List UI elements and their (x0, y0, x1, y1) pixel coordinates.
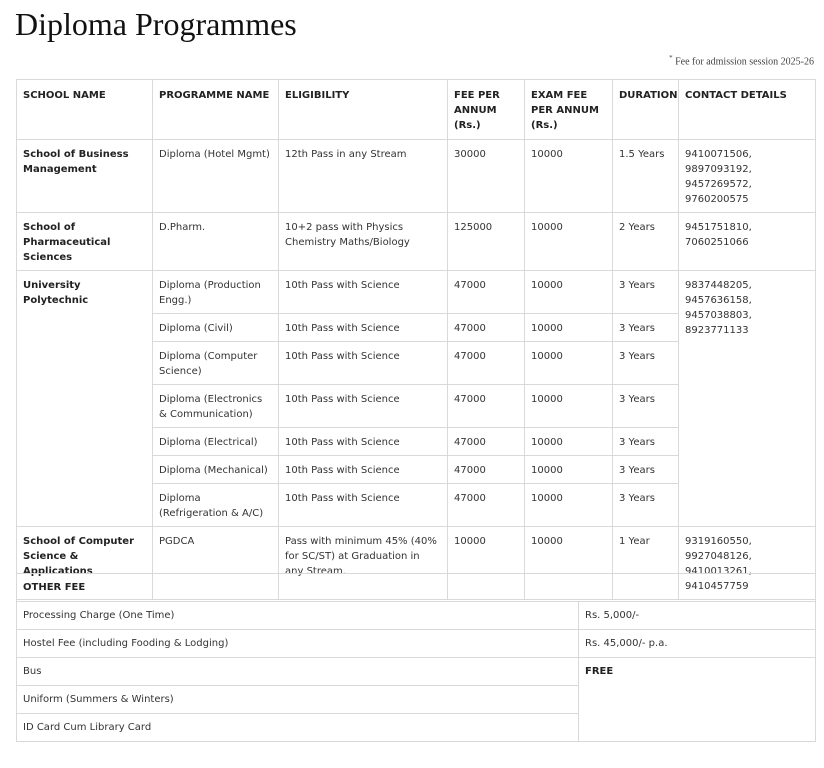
table-header-row (17, 80, 816, 140)
table-row (17, 213, 816, 271)
fee-per-annum: 47000 (448, 271, 525, 314)
duration: 3 Years (613, 385, 679, 428)
fee-item-label: Bus (17, 658, 579, 686)
eligibility: 10th Pass with Science (279, 484, 448, 527)
exam-fee: 10000 (525, 342, 613, 385)
exam-fee: 10000 (525, 385, 613, 428)
exam-fee: 10000 (525, 314, 613, 342)
fee-per-annum: 47000 (448, 314, 525, 342)
fee-note-text: Fee for admission session 2025-26 (675, 56, 814, 68)
fee-item-label: ID Card Cum Library Card (17, 714, 579, 742)
duration: 3 Years (613, 428, 679, 456)
contact-details: 9319160550, 9927048126, 9410013261, 9410457759 (679, 527, 816, 600)
eligibility: 10th Pass with Science (279, 385, 448, 428)
exam-fee: 10000 (525, 271, 613, 314)
exam-fee: 10000 (525, 428, 613, 456)
eligibility: 10th Pass with Science (279, 428, 448, 456)
duration: 3 Years (613, 342, 679, 385)
table-row (17, 658, 816, 686)
column-header-exam-fee: EXAM FEE PER ANNUM (Rs.) (525, 80, 613, 140)
duration: 1 Year (613, 527, 679, 600)
fee-item-value: FREE (579, 658, 816, 742)
programme-name: PGDCA (153, 527, 279, 600)
column-header-duration: DURATION (613, 80, 679, 140)
duration: 3 Years (613, 456, 679, 484)
programme-name: Diploma (Computer Science) (153, 342, 279, 385)
contact-details: 9410071506, 9897093192, 9457269572, 9760200575 (679, 140, 816, 213)
fee-per-annum: 47000 (448, 428, 525, 456)
programme-name: Diploma (Electronics & Communication) (153, 385, 279, 428)
fee-per-annum: 47000 (448, 385, 525, 428)
eligibility: Pass with minimum 45% (40% for SC/ST) at Graduation in any Stream. (279, 527, 448, 600)
eligibility: 10th Pass with Science (279, 314, 448, 342)
exam-fee: 10000 (525, 140, 613, 213)
column-header-eligibility: ELIGIBILITY (279, 80, 448, 140)
fee-per-annum: 10000 (448, 527, 525, 600)
fee-item-label: Uniform (Summers & Winters) (17, 686, 579, 714)
column-header-programme: PROGRAMME NAME (153, 80, 279, 140)
fee-note-asterisk: * (669, 54, 673, 62)
other-fee-header-row (17, 574, 816, 602)
eligibility: 10+2 pass with Physics Chemistry Maths/Biology (279, 213, 448, 271)
fee-per-annum: 47000 (448, 484, 525, 527)
other-fee-table (16, 573, 816, 742)
school-name: School of Computer Science & Applications (17, 527, 153, 600)
exam-fee: 10000 (525, 527, 613, 600)
exam-fee: 10000 (525, 484, 613, 527)
programme-name: Diploma (Production Engg.) (153, 271, 279, 314)
school-name: University Polytechnic (17, 271, 153, 527)
fee-item-value: Rs. 45,000/- p.a. (579, 630, 816, 658)
eligibility: 10th Pass with Science (279, 271, 448, 314)
contact-details: 9837448205, 9457636158, 9457038803, 8923771133 (679, 271, 816, 527)
duration: 3 Years (613, 314, 679, 342)
programme-name: Diploma (Mechanical) (153, 456, 279, 484)
column-header-contact: CONTACT DETAILS (679, 80, 816, 140)
table-row (17, 602, 816, 630)
duration: 1.5 Years (613, 140, 679, 213)
fee-per-annum: 30000 (448, 140, 525, 213)
column-header-fee: FEE PER ANNUM (Rs.) (448, 80, 525, 140)
fee-per-annum: 47000 (448, 342, 525, 385)
fee-item-value: Rs. 5,000/- (579, 602, 816, 630)
page-title: Diploma Programmes (15, 6, 297, 42)
school-name: School of Business Management (17, 140, 153, 213)
table-row (17, 630, 816, 658)
programme-name: D.Pharm. (153, 213, 279, 271)
table-row (17, 271, 816, 314)
fee-per-annum: 47000 (448, 456, 525, 484)
exam-fee: 10000 (525, 213, 613, 271)
programme-name: Diploma (Civil) (153, 314, 279, 342)
programme-name: Diploma (Electrical) (153, 428, 279, 456)
fee-item-label: Processing Charge (One Time) (17, 602, 579, 630)
fee-session-note (669, 54, 814, 67)
table-row (17, 140, 816, 213)
programme-name: Diploma (Refrigeration & A/C) (153, 484, 279, 527)
eligibility: 12th Pass in any Stream (279, 140, 448, 213)
programme-name: Diploma (Hotel Mgmt) (153, 140, 279, 213)
duration: 3 Years (613, 271, 679, 314)
duration: 2 Years (613, 213, 679, 271)
school-name: School of Pharmaceutical Sciences (17, 213, 153, 271)
exam-fee: 10000 (525, 456, 613, 484)
contact-details: 9451751810, 7060251066 (679, 213, 816, 271)
fee-per-annum: 125000 (448, 213, 525, 271)
eligibility: 10th Pass with Science (279, 456, 448, 484)
column-header-school: SCHOOL NAME (17, 80, 153, 140)
programmes-table (16, 79, 816, 600)
duration: 3 Years (613, 484, 679, 527)
eligibility: 10th Pass with Science (279, 342, 448, 385)
fee-item-label: Hostel Fee (including Fooding & Lodging) (17, 630, 579, 658)
other-fee-title: OTHER FEE (17, 574, 816, 602)
